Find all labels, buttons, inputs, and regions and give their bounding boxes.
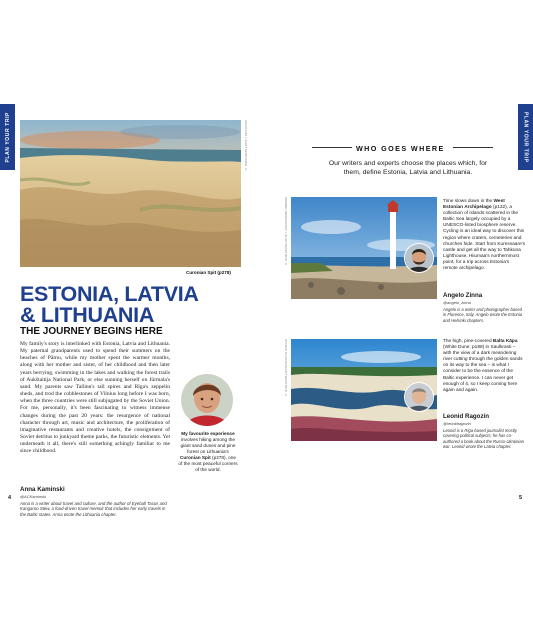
- entry1-handle: @angelo_zinna: [443, 300, 471, 305]
- entry2-bio: Leonid is a Riga-based journalist mostly covering political subjects; he has co-authored a book about the Russo-Ukrainian war. Leonid wrote the Latvia chapter.: [443, 428, 525, 449]
- page-subtitle: THE JOURNEY BEGINS HERE: [20, 326, 163, 337]
- entry1-bio: Angelo is a writer and photographer based in Florence, Italy. Angelo wrote the Estonia and Helsinki chapters.: [443, 307, 523, 323]
- section-intro: Our writers and experts choose the places which, for them, define Estonia, Latvia and Lithuania.: [328, 160, 488, 176]
- page-number-right: 5: [519, 495, 523, 501]
- author-name: Anna Kaminski: [20, 486, 65, 493]
- heading-rule-right: [453, 147, 493, 148]
- section-heading: WHO GOES WHERE: [356, 144, 445, 153]
- intro-body-text: My family's story is interlinked with Estonia, Latvia and Lithuania. My paternal grandparents used to spend their summers on the beaches of Pärnu, while my mother spent the warmer months, along with her mother and sister, of her childhood and then later years berrying, swimming in the lakes and walking the forest trails of Aukštaitija National Park, or else sunning herself on Jūrmala's sand. My parents saw Tallinn's tall spires and Rīga's zeppelin sheds, and trod the cobblestones of Vilnius long before I was born, when the three countries were still subjugated by the Soviet Union. For me, personally, it's been fascinating to witness immense changes during the past 20 years: the resurgence of national character through art, music and architecture, the proliferation of imaginative restaurants and creative hotels, the consignment of Soviet detritus to junkyard theme parks, the futuristic elements. Yet underneath it all, there's still something achingly familiar to me since childhood.: [20, 341, 170, 455]
- angelo-avatar: [404, 243, 434, 273]
- left-page: [0, 0, 266, 622]
- page-number-left: 4: [8, 495, 12, 501]
- entry1-text: Time slows down in the West Estonian Archipelago (p132), a collection of islands scattered in the Baltic Sea largely occupied by a UNESCO-listed biosphere reserve. Cycling is an ideal way to discover this region where craters, cemeteries and churches hide. Start from Kuressaare's castle and get all the way to Tahkuna Lighthouse, Hiiumaa's northernmost point, for a trip across Estonia's remote archipelago.: [443, 199, 525, 272]
- side-tab-left[interactable]: PLAN YOUR TRIP: [0, 104, 15, 170]
- page-title: ESTONIA, LATVIA & LITHUANIA: [20, 282, 199, 327]
- photo-credit: ANTIPLUS / SHUTTERSTOCK ©: [244, 120, 248, 172]
- photo2-credit: AIVARS PLUCIS/SHUTTERSTOCK ©: [284, 339, 288, 398]
- author-handle: @ACKaminski: [20, 494, 46, 499]
- favourite-experience: My favourite experience involves hiking among the giant sand dunes and pine forest on Lithuania's Curonian Spit (p278), one of the most peaceful corners of the world.: [178, 431, 238, 472]
- entry2-text: The high, pine-covered Balta Kāpa (White Dune; p188) in Saulkrasti – with the view of a dark meandering river cutting through the golden sands on its way to the sea – is what I consider to be the essence of the Baltic experience. I can never get enough of it, so I keep coming here again and again.: [443, 339, 523, 393]
- entry2-handle: @leonidragozin: [443, 421, 471, 426]
- leonid-avatar: [404, 382, 434, 412]
- right-page: [266, 0, 533, 622]
- entry2-author: Leonid Ragozin: [443, 413, 490, 420]
- photo-caption: Curonian Spit (p278): [186, 270, 231, 275]
- curonian-spit-photo: [20, 120, 241, 267]
- heading-rule-left: [312, 147, 352, 148]
- author-avatar: [181, 374, 233, 426]
- side-tab-right[interactable]: PLAN YOUR TRIP: [518, 104, 533, 170]
- author-bio: Anna is a writer about travel and culture, and the author of Eyeball Tacos and Kangaroo Stew, a food-driven travel memoir that includes her early travels in the Baltic states. Anna wrote the Lithuania chapter.: [20, 501, 167, 517]
- entry1-author: Angelo Zinna: [443, 292, 483, 299]
- photo1-credit: ANDREI NEKRASSOV / SHUTTERSTOCK ©: [284, 197, 288, 267]
